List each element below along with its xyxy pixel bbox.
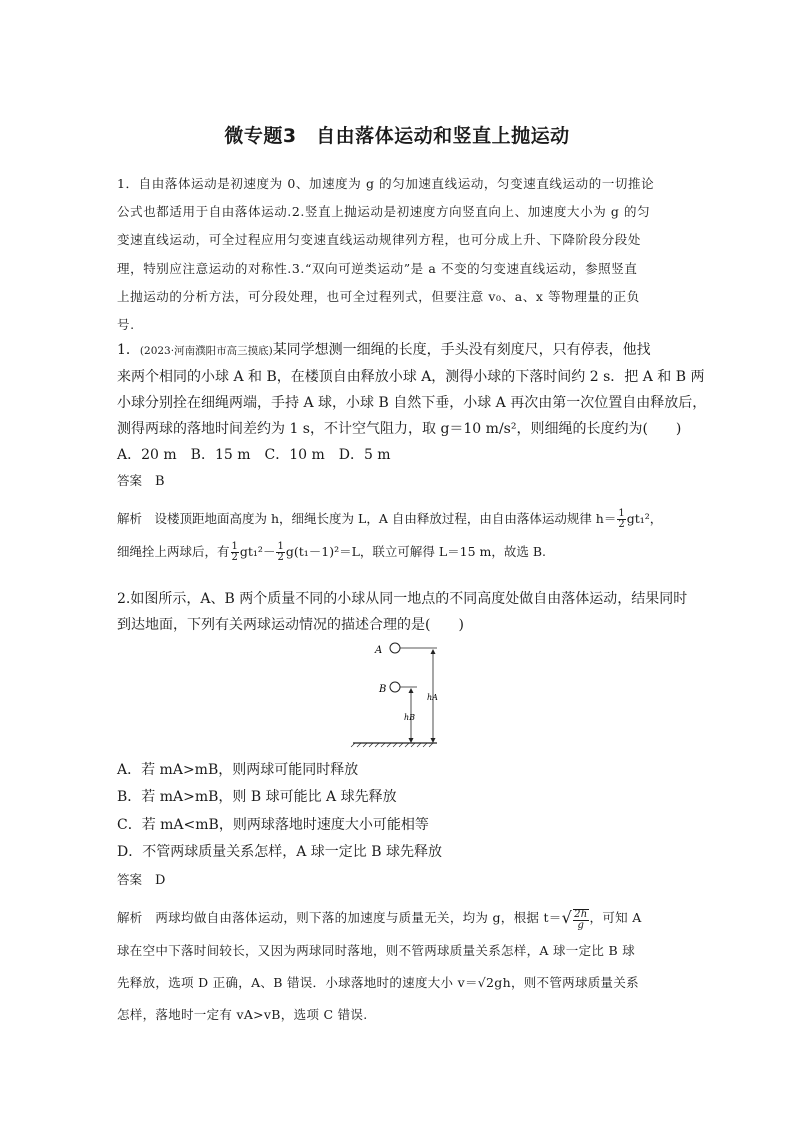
intro-paragraph xyxy=(117,170,683,339)
sqrt-numerator: 2h xyxy=(574,908,588,920)
answer-label: 答案 xyxy=(117,473,143,488)
fraction-denominator: 2 xyxy=(618,519,625,530)
question-1 xyxy=(117,337,707,563)
question-2 xyxy=(117,586,688,638)
explanation-line: 先释放，选项 D 正确，A、B 错误．小球落地时的速度大小 v＝√2gh，则不管两球质量关系 xyxy=(117,975,639,990)
ball-a-label: A xyxy=(375,645,383,656)
fraction-numerator: 1 xyxy=(618,508,625,519)
choice-d: D．不管两球质量关系怎样，A 球一定比 B 球先释放 xyxy=(117,843,442,860)
ball-a xyxy=(390,643,400,653)
answer-value: D xyxy=(155,873,166,889)
explanation-line: 球在空中下落时间较长，又因为两球同时落地，则不管两球质量关系怎样，A 球一定比 B 球 xyxy=(117,943,636,958)
fraction-numerator: 1 xyxy=(277,541,284,552)
explanation-line xyxy=(117,902,683,935)
question-text: 到达地面，下列有关两球运动情况的描述合理的是( ) xyxy=(117,617,464,633)
intro-line: 上抛运动的分析方法，可分段处理，也可全过程列式，但要注意 v₀、a、x 等物理量的正负 xyxy=(117,288,640,304)
explanation-text: 细绳拴上两球后，有 xyxy=(117,544,230,559)
question-1-stem-first xyxy=(117,337,683,364)
explanation-label: 解析 xyxy=(117,910,143,925)
question-text: 测得两球的落地时间差约为 1 s，不计空气阻力，取 g＝10 m/s²，则细绳的长度约为( ) xyxy=(117,421,682,437)
fraction-denominator: 2 xyxy=(277,552,284,563)
explanation-line xyxy=(117,509,683,530)
sqrt-denominator: g xyxy=(577,919,585,931)
explanation-text: g(t₁－1)²＝L，联立可解得 L＝15 m，故选 B. xyxy=(285,544,547,559)
choice-c: C．若 mA<mB，则两球落地时速度大小可能相等 xyxy=(117,816,429,833)
fraction xyxy=(276,542,284,563)
answer-line xyxy=(117,468,683,495)
explanation-text: ，可知 A xyxy=(589,910,642,925)
explanation-label: 解析 xyxy=(117,511,143,526)
arrow-head xyxy=(409,688,414,693)
question-text: 某同学想测一细绳的长度，手头没有刻度尺，只有停表，他找 xyxy=(272,342,651,358)
question-text: 小球分别拴在细绳两端，手持 A 球，小球 B 自然下垂，小球 A 再次由第一次位置自由释放后， xyxy=(117,395,707,411)
choice-a: A．若 mA>mB，则两球可能同时释放 xyxy=(117,762,359,778)
answer-label: 答案 xyxy=(117,872,143,888)
choice-b: B．若 mA>mB，则 B 球可能比 A 球先释放 xyxy=(117,789,397,806)
intro-line: 变速直线运动，可全过程应用匀变速直线运动规律列方程，也可分成上升、下降阶段分段处 xyxy=(117,232,642,248)
height-a-label: hA xyxy=(427,693,438,702)
answer-line xyxy=(117,866,683,894)
question-options: A．20 m B．15 m C．10 m D．5 m xyxy=(117,447,391,463)
question-number: 1． xyxy=(117,342,140,358)
explanation-text: 两球均做自由落体运动，则下落的加速度与质量无关，均为 g，根据 t＝ xyxy=(155,910,562,925)
explanation-text: gt₁²－ xyxy=(239,544,276,559)
question-source: (2023·河南濮阳市高三摸底) xyxy=(139,345,273,357)
page-title: 微专题3 自由落体运动和竖直上抛运动 xyxy=(224,125,570,147)
arrow-head xyxy=(431,649,436,654)
explanation-line: 怎样，落地时一定有 vA>vB，选项 C 错误. xyxy=(117,1007,368,1022)
arrow-head xyxy=(431,738,436,743)
intro-line: 1．自由落体运动是初速度为 0、加速度为 g 的匀加速直线运动，匀变速直线运动的一切推论 xyxy=(117,176,655,191)
answer-value: B xyxy=(155,474,165,489)
intro-line: 公式也都适用于自由落体运动.2.竖直上抛运动是初速度方向竖直向上、加速度大小为 g 的匀 xyxy=(117,204,651,220)
free-fall-figure xyxy=(345,636,445,748)
arrow-head xyxy=(409,738,414,743)
intro-line: 理，特别应注意运动的对称性.3.“双向可逆类运动”是 a 不变的匀变速直线运动，参照竖直 xyxy=(117,260,638,276)
fraction xyxy=(231,542,239,563)
question-text: 来两个相同的小球 A 和 B，在楼顶自由释放小球 A，测得小球的下落时间约 2 s．把 A 和 B 两 xyxy=(117,369,705,385)
question-text: 2.如图所示，A、B 两个质量不同的小球从同一地点的不同高度处做自由落体运动，结果同时 xyxy=(117,591,688,607)
intro-line: 号. xyxy=(117,317,135,333)
explanation-line xyxy=(117,542,683,563)
explanation-text: 设楼顶距地面高度为 h，细绳长度为 L，A 自由释放过程，由自由落体运动规律 h＝ xyxy=(154,511,617,526)
ball-b xyxy=(390,682,400,692)
fraction-denominator: 2 xyxy=(231,552,238,563)
height-b-label: hB xyxy=(404,713,416,722)
sqrt-expression: √ $\frac{2h}{g}$ xyxy=(561,908,588,931)
fraction xyxy=(617,509,625,530)
question-2-choices xyxy=(117,757,683,894)
fraction-numerator: 1 xyxy=(231,541,238,552)
question-2-explanation xyxy=(117,902,683,1031)
ball-b-label: B xyxy=(379,684,387,695)
explanation-text: gt₁²， xyxy=(626,511,663,526)
